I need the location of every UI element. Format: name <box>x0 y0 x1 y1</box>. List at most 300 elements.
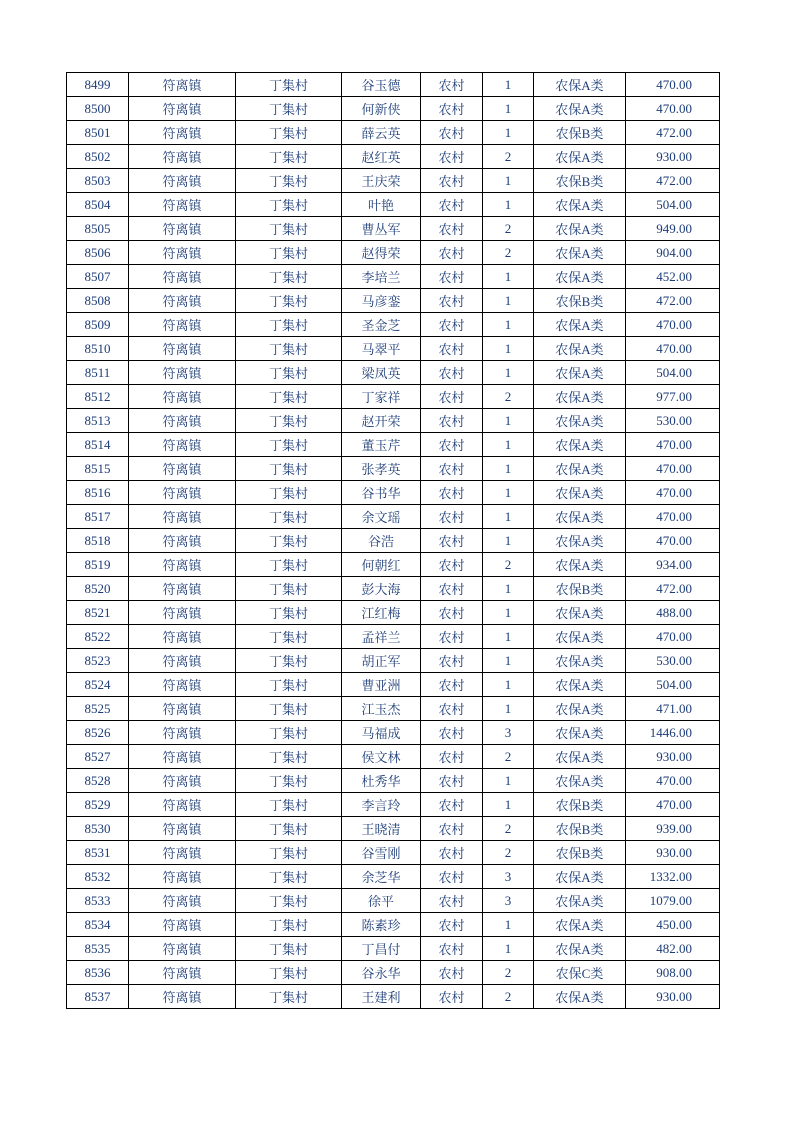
cell-person-name: 余芝华 <box>342 865 421 889</box>
cell-amount: 1079.00 <box>626 889 720 913</box>
cell-village: 丁集村 <box>236 961 342 985</box>
cell-village: 丁集村 <box>236 937 342 961</box>
cell-person-name: 李培兰 <box>342 265 421 289</box>
cell-amount: 470.00 <box>626 457 720 481</box>
table-row <box>67 385 720 409</box>
cell-residence-type: 农村 <box>421 529 483 553</box>
cell-id: 8526 <box>67 721 129 745</box>
cell-town: 符离镇 <box>129 457 236 481</box>
cell-amount: 470.00 <box>626 769 720 793</box>
table-row <box>67 265 720 289</box>
cell-person-name: 谷书华 <box>342 481 421 505</box>
cell-count: 1 <box>483 361 534 385</box>
cell-id: 8531 <box>67 841 129 865</box>
cell-person-name: 曹亚洲 <box>342 673 421 697</box>
cell-town: 符离镇 <box>129 961 236 985</box>
cell-village: 丁集村 <box>236 193 342 217</box>
cell-town: 符离镇 <box>129 481 236 505</box>
cell-town: 符离镇 <box>129 121 236 145</box>
cell-person-name: 赵开荣 <box>342 409 421 433</box>
cell-person-name: 马翠平 <box>342 337 421 361</box>
cell-count: 1 <box>483 769 534 793</box>
cell-insurance-category: 农保A类 <box>534 145 626 169</box>
cell-town: 符离镇 <box>129 265 236 289</box>
table-row <box>67 817 720 841</box>
table-row <box>67 889 720 913</box>
cell-id: 8530 <box>67 817 129 841</box>
cell-residence-type: 农村 <box>421 241 483 265</box>
cell-town: 符离镇 <box>129 337 236 361</box>
cell-amount: 530.00 <box>626 409 720 433</box>
cell-town: 符离镇 <box>129 145 236 169</box>
cell-village: 丁集村 <box>236 361 342 385</box>
cell-person-name: 丁家祥 <box>342 385 421 409</box>
cell-person-name: 何朝红 <box>342 553 421 577</box>
cell-amount: 472.00 <box>626 169 720 193</box>
cell-amount: 930.00 <box>626 985 720 1009</box>
cell-residence-type: 农村 <box>421 553 483 577</box>
cell-id: 8537 <box>67 985 129 1009</box>
cell-person-name: 孟祥兰 <box>342 625 421 649</box>
cell-residence-type: 农村 <box>421 121 483 145</box>
cell-insurance-category: 农保A类 <box>534 193 626 217</box>
cell-town: 符离镇 <box>129 817 236 841</box>
cell-town: 符离镇 <box>129 433 236 457</box>
cell-village: 丁集村 <box>236 769 342 793</box>
table-row <box>67 361 720 385</box>
cell-village: 丁集村 <box>236 577 342 601</box>
table-row <box>67 289 720 313</box>
cell-id: 8528 <box>67 769 129 793</box>
cell-town: 符离镇 <box>129 865 236 889</box>
cell-person-name: 何新侠 <box>342 97 421 121</box>
cell-person-name: 江红梅 <box>342 601 421 625</box>
cell-village: 丁集村 <box>236 601 342 625</box>
cell-village: 丁集村 <box>236 457 342 481</box>
cell-village: 丁集村 <box>236 865 342 889</box>
cell-id: 8536 <box>67 961 129 985</box>
cell-amount: 470.00 <box>626 337 720 361</box>
cell-village: 丁集村 <box>236 889 342 913</box>
payment-table <box>66 72 720 1009</box>
cell-amount: 930.00 <box>626 145 720 169</box>
cell-amount: 949.00 <box>626 217 720 241</box>
cell-village: 丁集村 <box>236 529 342 553</box>
table-row <box>67 937 720 961</box>
table-row <box>67 841 720 865</box>
table-row <box>67 913 720 937</box>
cell-residence-type: 农村 <box>421 289 483 313</box>
table-row <box>67 529 720 553</box>
cell-person-name: 圣金芝 <box>342 313 421 337</box>
cell-amount: 908.00 <box>626 961 720 985</box>
cell-count: 2 <box>483 553 534 577</box>
cell-insurance-category: 农保B类 <box>534 841 626 865</box>
cell-id: 8515 <box>67 457 129 481</box>
cell-count: 1 <box>483 121 534 145</box>
cell-id: 8511 <box>67 361 129 385</box>
cell-id: 8505 <box>67 217 129 241</box>
cell-town: 符离镇 <box>129 313 236 337</box>
cell-amount: 930.00 <box>626 745 720 769</box>
cell-id: 8525 <box>67 697 129 721</box>
cell-count: 2 <box>483 385 534 409</box>
cell-id: 8509 <box>67 313 129 337</box>
cell-count: 2 <box>483 985 534 1009</box>
cell-village: 丁集村 <box>236 625 342 649</box>
cell-count: 2 <box>483 961 534 985</box>
cell-insurance-category: 农保A类 <box>534 697 626 721</box>
cell-count: 3 <box>483 865 534 889</box>
cell-id: 8516 <box>67 481 129 505</box>
cell-town: 符离镇 <box>129 985 236 1009</box>
table-row <box>67 961 720 985</box>
cell-amount: 470.00 <box>626 97 720 121</box>
cell-village: 丁集村 <box>236 697 342 721</box>
cell-amount: 504.00 <box>626 673 720 697</box>
cell-amount: 470.00 <box>626 625 720 649</box>
cell-amount: 452.00 <box>626 265 720 289</box>
cell-id: 8514 <box>67 433 129 457</box>
cell-id: 8527 <box>67 745 129 769</box>
cell-count: 1 <box>483 529 534 553</box>
cell-town: 符离镇 <box>129 649 236 673</box>
cell-person-name: 谷永华 <box>342 961 421 985</box>
cell-id: 8534 <box>67 913 129 937</box>
cell-person-name: 马彦銮 <box>342 289 421 313</box>
cell-count: 1 <box>483 73 534 97</box>
cell-insurance-category: 农保B类 <box>534 121 626 145</box>
cell-insurance-category: 农保A类 <box>534 457 626 481</box>
cell-insurance-category: 农保A类 <box>534 73 626 97</box>
cell-id: 8508 <box>67 289 129 313</box>
cell-town: 符离镇 <box>129 529 236 553</box>
table-row <box>67 553 720 577</box>
cell-id: 8503 <box>67 169 129 193</box>
cell-person-name: 胡正军 <box>342 649 421 673</box>
cell-village: 丁集村 <box>236 649 342 673</box>
table-row <box>67 577 720 601</box>
cell-count: 2 <box>483 841 534 865</box>
cell-amount: 504.00 <box>626 361 720 385</box>
cell-id: 8501 <box>67 121 129 145</box>
cell-count: 1 <box>483 169 534 193</box>
cell-town: 符离镇 <box>129 553 236 577</box>
cell-amount: 530.00 <box>626 649 720 673</box>
table-row <box>67 121 720 145</box>
cell-id: 8518 <box>67 529 129 553</box>
cell-residence-type: 农村 <box>421 169 483 193</box>
cell-residence-type: 农村 <box>421 409 483 433</box>
cell-id: 8507 <box>67 265 129 289</box>
cell-id: 8522 <box>67 625 129 649</box>
cell-insurance-category: 农保A类 <box>534 409 626 433</box>
cell-amount: 904.00 <box>626 241 720 265</box>
cell-insurance-category: 农保A类 <box>534 385 626 409</box>
cell-residence-type: 农村 <box>421 721 483 745</box>
cell-count: 1 <box>483 289 534 313</box>
cell-village: 丁集村 <box>236 433 342 457</box>
cell-residence-type: 农村 <box>421 625 483 649</box>
table-row <box>67 505 720 529</box>
cell-residence-type: 农村 <box>421 97 483 121</box>
cell-residence-type: 农村 <box>421 481 483 505</box>
cell-amount: 470.00 <box>626 793 720 817</box>
cell-count: 2 <box>483 145 534 169</box>
cell-amount: 471.00 <box>626 697 720 721</box>
cell-count: 1 <box>483 913 534 937</box>
table-row <box>67 97 720 121</box>
table-row <box>67 673 720 697</box>
cell-residence-type: 农村 <box>421 433 483 457</box>
cell-residence-type: 农村 <box>421 673 483 697</box>
table-row <box>67 745 720 769</box>
cell-person-name: 薛云英 <box>342 121 421 145</box>
cell-village: 丁集村 <box>236 97 342 121</box>
cell-insurance-category: 农保A类 <box>534 985 626 1009</box>
cell-insurance-category: 农保A类 <box>534 361 626 385</box>
cell-amount: 488.00 <box>626 601 720 625</box>
cell-amount: 470.00 <box>626 433 720 457</box>
table-row <box>67 313 720 337</box>
cell-residence-type: 农村 <box>421 265 483 289</box>
cell-residence-type: 农村 <box>421 577 483 601</box>
cell-town: 符离镇 <box>129 409 236 433</box>
cell-insurance-category: 农保A类 <box>534 649 626 673</box>
table-row <box>67 721 720 745</box>
cell-count: 1 <box>483 265 534 289</box>
cell-village: 丁集村 <box>236 265 342 289</box>
cell-village: 丁集村 <box>236 289 342 313</box>
table-row <box>67 409 720 433</box>
cell-village: 丁集村 <box>236 337 342 361</box>
cell-residence-type: 农村 <box>421 697 483 721</box>
cell-village: 丁集村 <box>236 553 342 577</box>
cell-count: 1 <box>483 649 534 673</box>
cell-residence-type: 农村 <box>421 889 483 913</box>
cell-amount: 470.00 <box>626 505 720 529</box>
cell-person-name: 王建利 <box>342 985 421 1009</box>
cell-id: 8535 <box>67 937 129 961</box>
cell-town: 符离镇 <box>129 601 236 625</box>
table-row <box>67 865 720 889</box>
cell-village: 丁集村 <box>236 745 342 769</box>
cell-insurance-category: 农保A类 <box>534 337 626 361</box>
cell-residence-type: 农村 <box>421 817 483 841</box>
cell-village: 丁集村 <box>236 505 342 529</box>
cell-id: 8510 <box>67 337 129 361</box>
cell-amount: 472.00 <box>626 121 720 145</box>
cell-id: 8532 <box>67 865 129 889</box>
cell-id: 8504 <box>67 193 129 217</box>
cell-village: 丁集村 <box>236 409 342 433</box>
cell-person-name: 徐平 <box>342 889 421 913</box>
cell-insurance-category: 农保B类 <box>534 169 626 193</box>
cell-count: 1 <box>483 697 534 721</box>
cell-id: 8513 <box>67 409 129 433</box>
cell-insurance-category: 农保A类 <box>534 865 626 889</box>
cell-insurance-category: 农保A类 <box>534 601 626 625</box>
cell-residence-type: 农村 <box>421 145 483 169</box>
table-row <box>67 217 720 241</box>
table-row <box>67 169 720 193</box>
cell-person-name: 马福成 <box>342 721 421 745</box>
cell-village: 丁集村 <box>236 73 342 97</box>
cell-residence-type: 农村 <box>421 385 483 409</box>
table-row <box>67 145 720 169</box>
cell-count: 1 <box>483 937 534 961</box>
table-row <box>67 193 720 217</box>
cell-residence-type: 农村 <box>421 601 483 625</box>
cell-person-name: 江玉杰 <box>342 697 421 721</box>
cell-insurance-category: 农保A类 <box>534 241 626 265</box>
cell-residence-type: 农村 <box>421 193 483 217</box>
cell-insurance-category: 农保B类 <box>534 793 626 817</box>
cell-residence-type: 农村 <box>421 745 483 769</box>
cell-count: 1 <box>483 409 534 433</box>
cell-id: 8521 <box>67 601 129 625</box>
cell-id: 8533 <box>67 889 129 913</box>
cell-town: 符离镇 <box>129 385 236 409</box>
cell-id: 8529 <box>67 793 129 817</box>
cell-insurance-category: 农保A类 <box>534 913 626 937</box>
cell-insurance-category: 农保A类 <box>534 481 626 505</box>
table-row <box>67 481 720 505</box>
cell-count: 1 <box>483 577 534 601</box>
cell-town: 符离镇 <box>129 505 236 529</box>
cell-person-name: 王晓清 <box>342 817 421 841</box>
cell-person-name: 丁昌付 <box>342 937 421 961</box>
cell-person-name: 谷雪刚 <box>342 841 421 865</box>
cell-insurance-category: 农保A类 <box>534 265 626 289</box>
cell-amount: 504.00 <box>626 193 720 217</box>
cell-residence-type: 农村 <box>421 985 483 1009</box>
cell-person-name: 董玉芹 <box>342 433 421 457</box>
cell-town: 符离镇 <box>129 769 236 793</box>
cell-village: 丁集村 <box>236 721 342 745</box>
cell-town: 符离镇 <box>129 73 236 97</box>
cell-amount: 470.00 <box>626 73 720 97</box>
cell-village: 丁集村 <box>236 145 342 169</box>
cell-person-name: 叶艳 <box>342 193 421 217</box>
cell-id: 8506 <box>67 241 129 265</box>
cell-amount: 1332.00 <box>626 865 720 889</box>
cell-village: 丁集村 <box>236 241 342 265</box>
cell-village: 丁集村 <box>236 841 342 865</box>
cell-insurance-category: 农保A类 <box>534 745 626 769</box>
cell-count: 1 <box>483 193 534 217</box>
cell-amount: 472.00 <box>626 289 720 313</box>
cell-insurance-category: 农保A类 <box>534 721 626 745</box>
cell-count: 2 <box>483 817 534 841</box>
cell-amount: 939.00 <box>626 817 720 841</box>
cell-insurance-category: 农保A类 <box>534 529 626 553</box>
cell-count: 1 <box>483 601 534 625</box>
cell-village: 丁集村 <box>236 673 342 697</box>
cell-village: 丁集村 <box>236 985 342 1009</box>
cell-village: 丁集村 <box>236 481 342 505</box>
cell-person-name: 谷玉德 <box>342 73 421 97</box>
cell-town: 符离镇 <box>129 241 236 265</box>
cell-residence-type: 农村 <box>421 337 483 361</box>
cell-person-name: 杜秀华 <box>342 769 421 793</box>
cell-count: 3 <box>483 889 534 913</box>
cell-count: 1 <box>483 793 534 817</box>
cell-id: 8517 <box>67 505 129 529</box>
cell-insurance-category: 农保A类 <box>534 97 626 121</box>
table-body <box>67 73 720 1009</box>
cell-insurance-category: 农保A类 <box>534 217 626 241</box>
cell-town: 符离镇 <box>129 841 236 865</box>
cell-amount: 472.00 <box>626 577 720 601</box>
cell-count: 3 <box>483 721 534 745</box>
cell-count: 1 <box>483 97 534 121</box>
cell-count: 1 <box>483 457 534 481</box>
cell-town: 符离镇 <box>129 889 236 913</box>
table-row <box>67 793 720 817</box>
cell-residence-type: 农村 <box>421 961 483 985</box>
cell-amount: 930.00 <box>626 841 720 865</box>
cell-village: 丁集村 <box>236 217 342 241</box>
cell-residence-type: 农村 <box>421 217 483 241</box>
cell-person-name: 张孝英 <box>342 457 421 481</box>
cell-id: 8520 <box>67 577 129 601</box>
cell-insurance-category: 农保C类 <box>534 961 626 985</box>
cell-town: 符离镇 <box>129 577 236 601</box>
cell-village: 丁集村 <box>236 385 342 409</box>
cell-count: 1 <box>483 673 534 697</box>
cell-town: 符离镇 <box>129 721 236 745</box>
table-row <box>67 625 720 649</box>
table-row <box>67 649 720 673</box>
cell-amount: 1446.00 <box>626 721 720 745</box>
cell-insurance-category: 农保A类 <box>534 553 626 577</box>
cell-person-name: 梁凤英 <box>342 361 421 385</box>
cell-amount: 450.00 <box>626 913 720 937</box>
cell-insurance-category: 农保A类 <box>534 313 626 337</box>
cell-town: 符离镇 <box>129 97 236 121</box>
cell-id: 8519 <box>67 553 129 577</box>
cell-insurance-category: 农保A类 <box>534 769 626 793</box>
cell-id: 8512 <box>67 385 129 409</box>
cell-village: 丁集村 <box>236 121 342 145</box>
cell-person-name: 曹丛军 <box>342 217 421 241</box>
cell-amount: 482.00 <box>626 937 720 961</box>
cell-town: 符离镇 <box>129 169 236 193</box>
cell-residence-type: 农村 <box>421 913 483 937</box>
table-row <box>67 697 720 721</box>
cell-residence-type: 农村 <box>421 841 483 865</box>
cell-residence-type: 农村 <box>421 937 483 961</box>
cell-residence-type: 农村 <box>421 313 483 337</box>
cell-town: 符离镇 <box>129 793 236 817</box>
cell-residence-type: 农村 <box>421 361 483 385</box>
cell-count: 2 <box>483 217 534 241</box>
cell-id: 8502 <box>67 145 129 169</box>
cell-amount: 934.00 <box>626 553 720 577</box>
cell-village: 丁集村 <box>236 817 342 841</box>
cell-town: 符离镇 <box>129 697 236 721</box>
cell-person-name: 余文瑶 <box>342 505 421 529</box>
cell-insurance-category: 农保A类 <box>534 625 626 649</box>
cell-insurance-category: 农保B类 <box>534 577 626 601</box>
cell-residence-type: 农村 <box>421 769 483 793</box>
cell-insurance-category: 农保A类 <box>534 505 626 529</box>
cell-amount: 977.00 <box>626 385 720 409</box>
cell-village: 丁集村 <box>236 313 342 337</box>
cell-person-name: 赵得荣 <box>342 241 421 265</box>
cell-count: 1 <box>483 481 534 505</box>
